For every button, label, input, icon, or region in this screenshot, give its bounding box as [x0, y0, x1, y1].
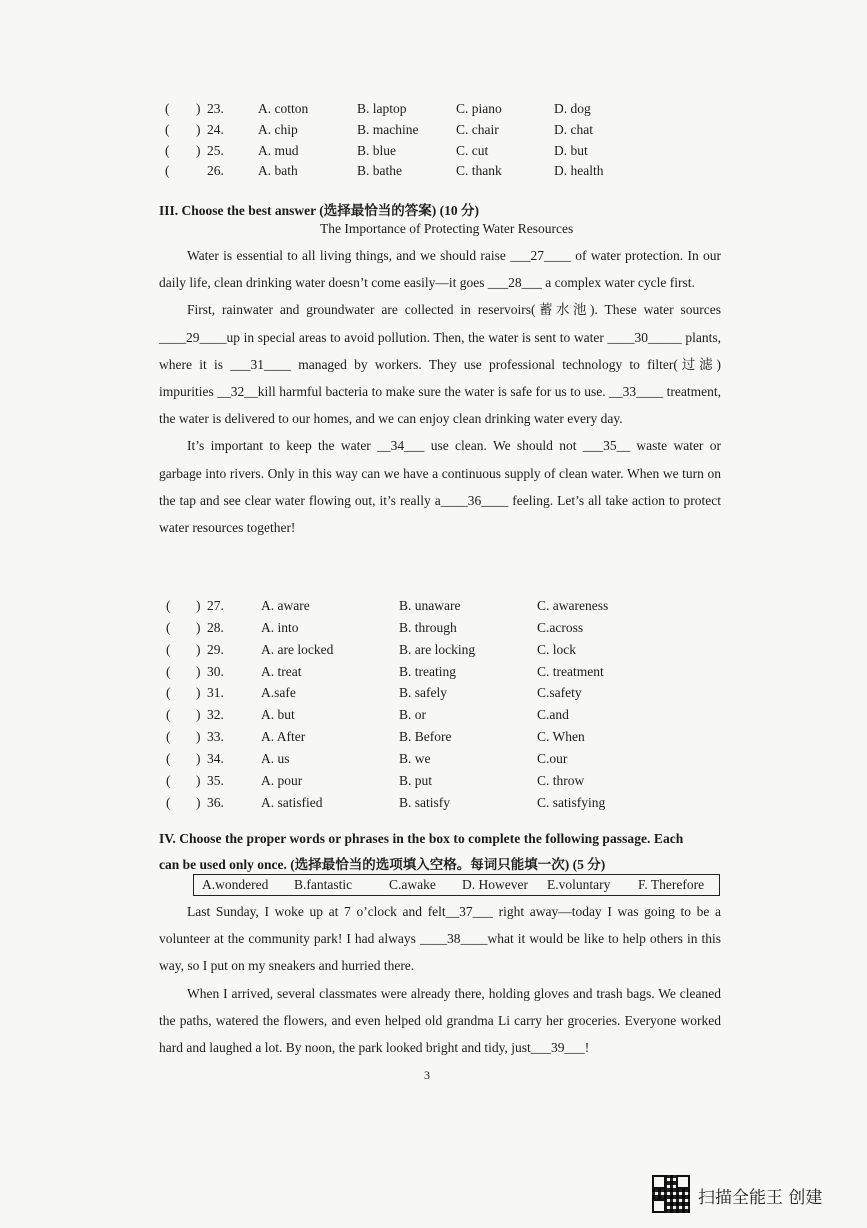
option-c: C. awareness: [537, 598, 609, 613]
word-option: D. However: [462, 877, 528, 892]
option-a: A. us: [261, 751, 290, 766]
option-b: B. through: [399, 620, 457, 635]
option-a: A. are locked: [261, 642, 334, 657]
option-a: A. into: [261, 620, 299, 635]
answer-paren-close: ): [196, 729, 201, 744]
option-c: C. chair: [456, 122, 499, 137]
word-option: E.voluntary: [547, 877, 611, 892]
option-b: B. Before: [399, 729, 452, 744]
question-number: 29.: [207, 642, 224, 657]
option-b: B. treating: [399, 664, 456, 679]
option-c: C.safety: [537, 685, 582, 700]
question-number: 23.: [207, 101, 224, 116]
option-b: B. safely: [399, 685, 447, 700]
option-a: A. pour: [261, 773, 303, 788]
passage-paragraph: Last Sunday, I woke up at 7 o’clock and felt__37___ right away—today I was going to be a volunteer at the community park! I had always ____38____what it would be like to help others in this way, so I put on my sneakers and hurried there.: [159, 904, 721, 974]
question-number: 26.: [207, 163, 224, 178]
option-c: C.across: [537, 620, 584, 635]
word-option: A.wondered: [202, 877, 269, 892]
option-row: [0, 729, 867, 749]
passage-paragraph: Water is essential to all living things, and we should raise ___27____ of water protection. In our daily life, clean drinking water doesn’t come easily—it goes ___28___ a complex water cycle first.: [159, 248, 721, 291]
option-row: [0, 685, 867, 705]
passage-paragraph: It’s important to keep the water __34___ use clean. We should not ___35__ waste water or garbage into rivers. Only in this way can we have a continuous supply of clean water. When we turn on the tap and see clear water flowing out, it’s really a____36____ feeling. Let’s all take action to protect water resources together!: [159, 438, 721, 536]
answer-paren-open: (: [166, 642, 171, 657]
scanner-watermark: 扫描全能王 创建: [698, 1188, 823, 1208]
option-c: C. cut: [456, 143, 489, 158]
answer-paren-close: ): [196, 101, 201, 116]
option-a: A. chip: [258, 122, 298, 137]
question-number: 30.: [207, 664, 224, 679]
passage-paragraph: When I arrived, several classmates were already there, holding gloves and trash bags. We cleaned the paths, watered the flowers, and even helped old grandma Li carry her groceries. Everyone worked hard and laughed a lot. By noon, the park looked bright and tidy, just___39___!: [159, 985, 721, 1056]
answer-paren-open: (: [166, 751, 171, 766]
answer-paren-close: ): [196, 707, 201, 722]
option-row: [0, 707, 867, 727]
answer-paren-open: (: [165, 143, 170, 158]
option-b: B. unaware: [399, 598, 461, 613]
option-c: C. thank: [456, 163, 502, 178]
option-a: A. aware: [261, 598, 310, 613]
option-c: C. piano: [456, 101, 502, 116]
page-number: 3: [424, 1068, 430, 1082]
answer-paren-open: (: [166, 773, 171, 788]
option-row: [0, 598, 867, 618]
option-a: A. cotton: [258, 101, 309, 116]
option-c: C. When: [537, 729, 585, 744]
option-a: A. satisfied: [261, 795, 323, 810]
answer-paren-open: (: [166, 620, 171, 635]
option-b: B. satisfy: [399, 795, 451, 810]
word-box: [193, 874, 720, 896]
question-row: [0, 101, 867, 121]
answer-paren-close: ): [196, 795, 201, 810]
option-b: B. put: [399, 773, 433, 788]
answer-paren-open: (: [165, 122, 170, 137]
option-b: B. blue: [357, 143, 396, 158]
qr-code-icon: [652, 1175, 690, 1213]
section-heading: IV. Choose the proper words or phrases in the box to complete the following passage. Each: [159, 831, 684, 846]
option-row: [0, 620, 867, 640]
answer-paren-open: (: [165, 101, 170, 116]
option-c: C.our: [537, 751, 568, 766]
answer-paren-open: (: [166, 729, 171, 744]
answer-paren-open: (: [166, 598, 171, 613]
answer-paren-close: ): [196, 664, 201, 679]
question-number: 32.: [207, 707, 224, 722]
question-number: 35.: [207, 773, 224, 788]
option-c: C. satisfying: [537, 795, 606, 810]
option-d: D. chat: [554, 122, 593, 137]
question-row: [0, 163, 867, 183]
option-b: B. machine: [357, 122, 419, 137]
option-b: B. or: [399, 707, 426, 722]
section-heading: III. Choose the best answer (选择最恰当的答案) (10 分): [159, 203, 479, 218]
passage-body: [159, 898, 721, 1061]
passage-paragraph: First, rainwater and groundwater are collected in reservoirs(蓄水池). These water sources ____29____up in special areas to avoid pollution. Then, the water is sent to water ____30_____ plants, where it is ___31____ managed by workers. They use professional technology to filter(过滤) impurities __32__kill harmful bacteria to make sure the water is safe for us to use. __33____ treatment, the water is delivered to our homes, and we can enjoy clean drinking water every day.: [159, 302, 721, 427]
question-row: [0, 122, 867, 142]
question-number: 31.: [207, 685, 224, 700]
question-number: 36.: [207, 795, 224, 810]
question-number: 25.: [207, 143, 224, 158]
answer-paren-close: ): [196, 122, 201, 137]
answer-paren-close: ): [196, 685, 201, 700]
option-a: A. treat: [261, 664, 302, 679]
word-option: B.fantastic: [294, 877, 353, 892]
option-row: [0, 751, 867, 771]
answer-paren-close: ): [196, 751, 201, 766]
passage-title: The Importance of Protecting Water Resources: [320, 221, 574, 236]
answer-paren-close: ): [196, 598, 201, 613]
option-a: A.safe: [261, 685, 296, 700]
option-b: B. we: [399, 751, 431, 766]
answer-paren-open: (: [166, 685, 171, 700]
option-b: B. are locking: [399, 642, 476, 657]
word-option: C.awake: [389, 877, 436, 892]
answer-paren-close: ): [196, 642, 201, 657]
word-option: F. Therefore: [638, 877, 705, 892]
question-number: 34.: [207, 751, 224, 766]
passage-body: [159, 242, 721, 541]
option-d: D. dog: [554, 101, 591, 116]
section-heading: can be used only once. (选择最恰当的选项填入空格。每词只能填一次) (5 分): [159, 857, 606, 872]
question-row: [0, 143, 867, 163]
option-c: C. throw: [537, 773, 585, 788]
question-number: 27.: [207, 598, 224, 613]
option-b: B. bathe: [357, 163, 402, 178]
question-number: 28.: [207, 620, 224, 635]
answer-paren-open: (: [166, 707, 171, 722]
answer-paren-open: (: [166, 795, 171, 810]
answer-paren-close: ): [196, 773, 201, 788]
question-number: 24.: [207, 122, 224, 137]
option-a: A. bath: [258, 163, 298, 178]
option-d: D. but: [554, 143, 588, 158]
option-row: [0, 664, 867, 684]
option-row: [0, 642, 867, 662]
option-a: A. mud: [258, 143, 299, 158]
option-a: A. After: [261, 729, 306, 744]
option-d: D. health: [554, 163, 604, 178]
answer-paren-close: ): [196, 620, 201, 635]
answer-paren-open: (: [166, 664, 171, 679]
option-c: C. treatment: [537, 664, 604, 679]
question-number: 33.: [207, 729, 224, 744]
answer-paren-open: (: [165, 163, 170, 178]
option-c: C.and: [537, 707, 569, 722]
option-row: [0, 795, 867, 815]
option-b: B. laptop: [357, 101, 407, 116]
answer-paren-close: ): [196, 143, 201, 158]
option-row: [0, 773, 867, 793]
option-a: A. but: [261, 707, 295, 722]
option-c: C. lock: [537, 642, 576, 657]
